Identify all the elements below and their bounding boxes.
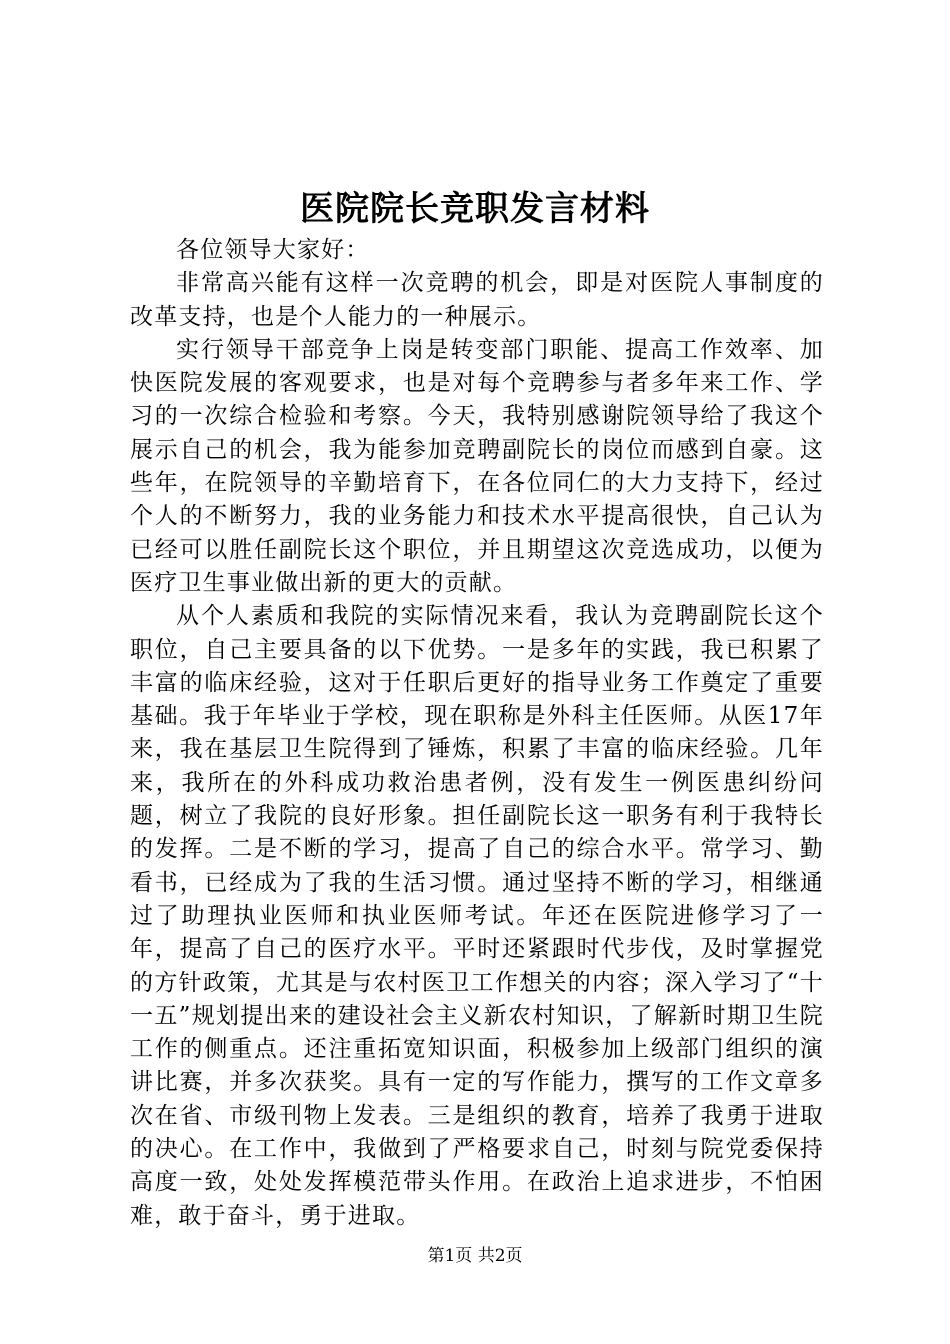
paragraph-intro: 非常高兴能有这样一次竞聘的机会，即是对医院人事制度的改革支持，也是个人能力的一种展示。 <box>130 270 824 330</box>
document-body <box>130 234 824 1233</box>
page-number-footer: 第1页 共2页 <box>427 1246 523 1266</box>
paragraph-greeting: 各位领导大家好： <box>176 237 370 263</box>
document-title: 医院院长竞职发言材料 <box>300 189 650 229</box>
paragraph-motivation: 实行领导干部竞争上岗是转变部门职能、提高工作效率、加快医院发展的客观要求，也是对每个竞聘参与者多年来工作、学习的一次综合检验和考察。今天，我特别感谢院领导给了我这个展示自己的机会，我为能参加竞聘副院长的岗位而感到自豪。这些年，在院领导的辛勤培育下，在各位同仁的大力支持下，经过个人的不断努力，我的业务能力和技术水平提高很快，自己认为已经可以胜任副院长这个职位，并且期望这次竞选成功，以便为医疗卫生事业做出新的更大的贡献。 <box>130 336 824 596</box>
paragraph-strengths: 从个人素质和我院的实际情况来看，我认为竞聘副院长这个职位，自己主要具备的以下优势。一是多年的实践，我已积累了丰富的临床经验，这对于任职后更好的指导业务工作奠定了重要基础。我于年毕业于学校，现在职称是外科主任医师。从医17年来，我在基层卫生院得到了锤炼，积累了丰富的临床经验。几年来，我所在的外科成功救治患者例，没有发生一例医患纠纷问题，树立了我院的良好形象。担任副院长这一职务有利于我特长的发挥。二是不断的学习，提高了自己的综合水平。常学习、勤看书，已经成为了我的生活习惯。通过坚持不断的学习，相继通过了助理执业医师和执业医师考试。年还在医院进修学习了一年，提高了自己的医疗水平。平时还紧跟时代步伐，及时掌握党的方针政策，尤其是与农村医卫工作想关的内容；深入学习了“十一五”规划提出来的建设社会主义新农村知识，了解新时期卫生院工作的侧重点。还注重拓宽知识面，积极参加上级部门组织的演讲比赛，并多次获奖。具有一定的写作能力，撰写的工作文章多次在省、市级刊物上发表。三是组织的教育，培养了我勇于进取的决心。在工作中，我做到了严格要求自己，时刻与院党委保持高度一致，处处发挥模范带头作用。在政治上追求进步，不怕困难，敢于奋斗，勇于进取。 <box>130 603 824 1229</box>
